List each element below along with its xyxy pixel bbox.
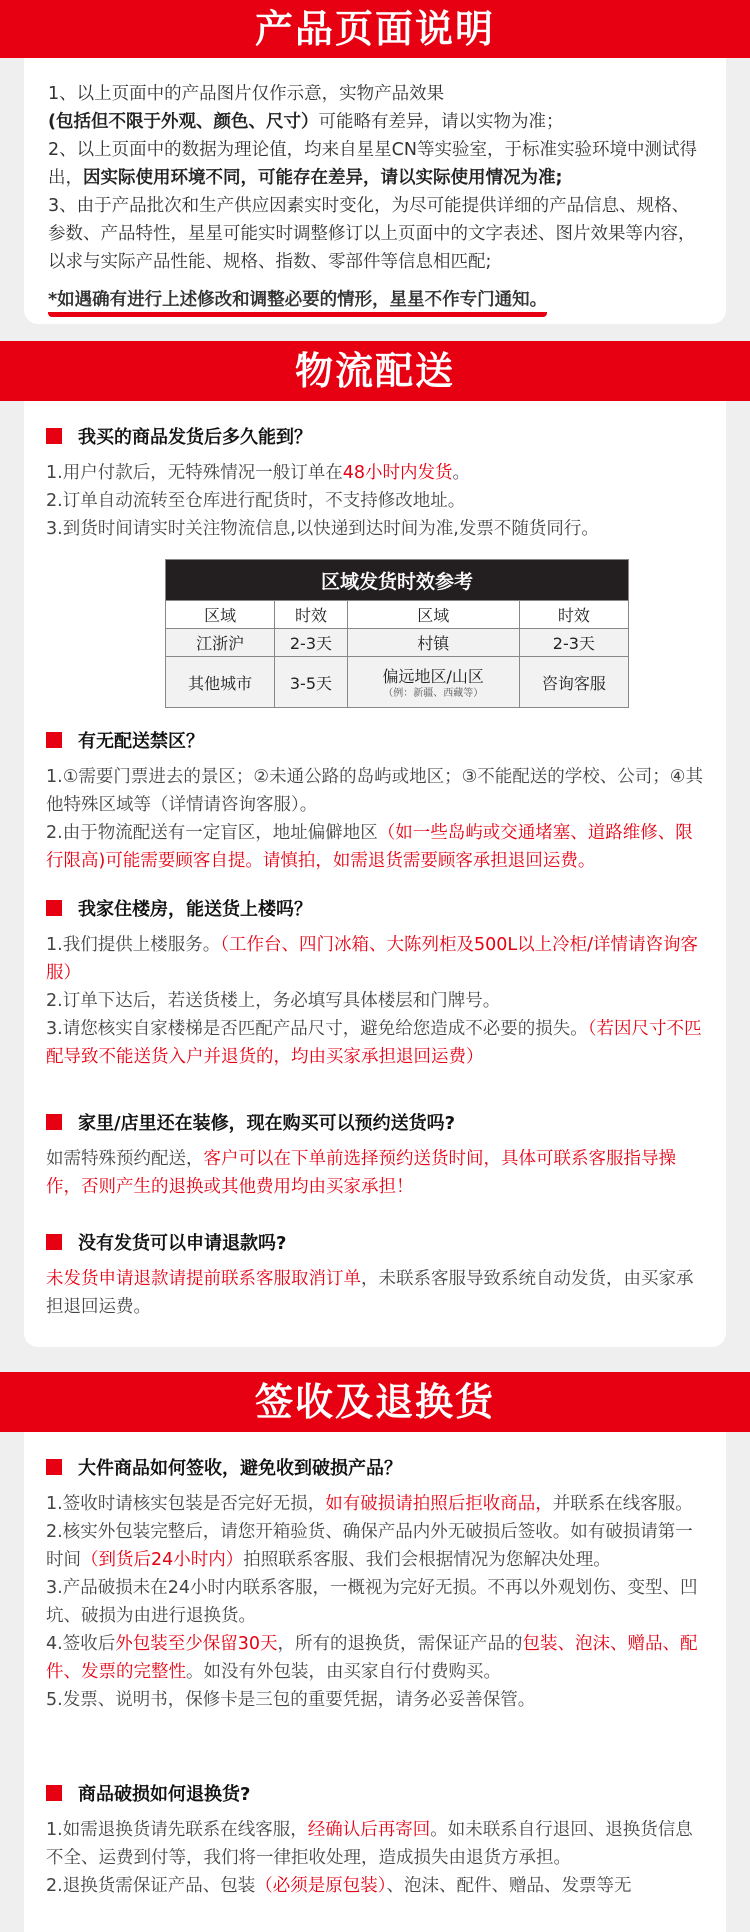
faq-answer-line: 2.订单下达后，若送货楼上，务必填写具体楼层和门牌号。 [46, 991, 501, 1011]
notice-paragraph-2 [48, 136, 706, 192]
faq-answer-line [46, 1872, 706, 1900]
faq-answer-line: 3.产品破损未在24小时内联系客服，一概视为完好无损。不再以外观划伤、变型、凹坑、破损为由进行退换货。 [46, 1578, 698, 1626]
answer-highlight: （必须是原包装） [255, 1876, 387, 1896]
faq-answer-line: 2.订单自动流转至仓库进行配货时，不支持修改地址。 [46, 491, 466, 511]
answer-text: ，未联系客服导致系统自动发货，由买家承担退回运费。 [46, 1269, 694, 1317]
answer-text: 4.签收后 [46, 1634, 116, 1654]
faq-item [46, 423, 706, 543]
section-banner-logistics [0, 341, 750, 401]
red-square-icon [46, 1459, 62, 1475]
faq-answer-line [46, 1518, 706, 1574]
answer-highlight: （如一些岛屿或交通堵塞、道路维修、限行限高)可能需要顾客自提。请慎拍，如需退货需要顾客承担退回运费。 [46, 823, 693, 871]
faq-question-text: 我买的商品发货后多久能到？ [78, 427, 312, 448]
section-title: 物流配送 [294, 349, 455, 393]
table-cell: 2-3天 [275, 629, 347, 657]
faq-question [46, 895, 706, 921]
delivery-time-table-wrap [24, 559, 726, 719]
notice-paragraph-1 [48, 80, 706, 136]
notice-paragraph-3: 3、由于产品批次和生产供应因素实时变化，为尽可能提供详细的产品信息、规格、参数、产品特性，星星可能实时调整修订以上页面中的文字表述、图片效果等内容，以求与实际产品性能、规格、指数、零部件等信息相匹配; [48, 196, 696, 272]
answer-text: 1.我们提供上楼服务。 [46, 935, 221, 955]
answer-text: 。如没有外包装，由买家自行付费购买。 [186, 1662, 501, 1682]
faq-answer-line [46, 1145, 706, 1201]
answer-highlight: （工作台、四门冰箱、大陈列柜及500L以上冷柜/详情请咨询客服） [46, 935, 698, 983]
answer-text: 。 [452, 463, 470, 483]
red-square-icon [46, 732, 62, 748]
answer-highlight: （到货后24小时内） [81, 1550, 244, 1570]
notice-text: 1、以上页面中的产品图片仅作示意，实物产品效果 [48, 84, 445, 104]
faq-item [46, 1229, 706, 1321]
returns-card [24, 1432, 726, 1932]
faq-question-text: 有无配送禁区？ [78, 731, 204, 752]
faq-question [46, 1229, 706, 1255]
product-notice-card [24, 58, 726, 324]
answer-highlight: 经确认后再寄回 [307, 1820, 431, 1840]
faq-question-text: 大件商品如何签收，避免收到破损产品？ [78, 1458, 402, 1479]
section-banner-returns [0, 1372, 750, 1432]
answer-text: 如需特殊预约配送， [46, 1149, 204, 1169]
answer-text: 2.核实外包装完整后，请您开箱验货、确保产品内外无破损后签收。如有破损请第一时间 [46, 1522, 693, 1570]
answer-text: 2.退换货需保证产品、包装 [46, 1876, 256, 1896]
section-title: 签收及退换货 [254, 1380, 495, 1424]
answer-text: 并联系在线客服。 [552, 1494, 693, 1514]
notice-text: 2、以上页面中的数据为理论值，均来自星星CN等实验室，于标准实验环境中测试得出， [48, 140, 697, 188]
table-header-cell: 时效 [275, 601, 347, 629]
faq-item [46, 1109, 706, 1201]
red-square-icon [46, 1114, 62, 1130]
answer-highlight: 48小时内发货 [342, 463, 453, 483]
notice-text: 可能略有差异，请以实物为准； [318, 112, 564, 132]
faq-question-text: 家里/店里还在装修，现在购买可以预约送货吗? [78, 1113, 456, 1134]
logistics-card [24, 401, 726, 1347]
red-square-icon [46, 1785, 62, 1801]
faq-question [46, 1109, 706, 1135]
delivery-time-table [165, 559, 629, 708]
answer-text: 、泡沫、配件、赠品、发票等无 [386, 1876, 632, 1896]
notice-paragraph-4 [48, 286, 706, 317]
faq-question [46, 1780, 706, 1806]
table-cell [347, 657, 519, 708]
answer-text: 拍照联系客服、我们会根据情况为您解决处理。 [243, 1550, 611, 1570]
answer-highlight: 未发货申请退款请提前联系客服取消订单 [46, 1269, 361, 1289]
table-row [166, 629, 629, 657]
faq-answer-line [46, 1265, 706, 1321]
faq-answer-line: 5.发票、说明书，保修卡是三包的重要凭据，请务必妥善保管。 [46, 1690, 536, 1710]
faq-question-text: 商品破损如何退换货? [78, 1784, 251, 1805]
faq-answer-line: 1.①需要门票进去的景区；②未通公路的岛屿或地区；③不能配送的学校、公司；④其他特殊区域等（详情请咨询客服）。 [46, 767, 703, 815]
faq-question-text: 我家住楼房，能送货上楼吗？ [78, 899, 312, 920]
table-cell-text: 偏远地区/山区 [382, 667, 484, 686]
answer-text: 3.请您核实自家楼梯是否匹配产品尺寸，避免给您造成不必要的损失。 [46, 1019, 588, 1039]
answer-highlight: （若因尺寸不匹配导致不能送货入户并退货的，均由买家承担退回运费） [46, 1019, 702, 1067]
faq-answer-line [46, 819, 706, 875]
table-cell: 村镇 [347, 629, 519, 657]
table-cell: 江浙沪 [166, 629, 275, 657]
answer-highlight: 包装、泡沫、赠品、配件、发票的完整性 [46, 1634, 698, 1682]
answer-text: 1.用户付款后，无特殊情况一般订单在 [46, 463, 343, 483]
table-header-cell: 区域 [166, 601, 275, 629]
answer-highlight: 客户可以在下单前选择预约送货时间，具体可联系客服指导操作，否则产生的退换或其他费用均由买家承担！ [46, 1149, 676, 1197]
notice-bold-text: 因实际使用环境不同，可能存在差异，请以实际使用情况为准; [83, 168, 563, 188]
section-banner-product-notice [0, 0, 750, 58]
faq-question [46, 1454, 706, 1480]
faq-question [46, 727, 706, 753]
red-square-icon [46, 900, 62, 916]
faq-item [46, 895, 706, 1071]
red-square-icon [46, 1234, 62, 1250]
table-header-cell: 时效 [519, 601, 628, 629]
faq-answer-line [46, 1015, 706, 1071]
table-cell: 2-3天 [519, 629, 628, 657]
faq-question-text: 没有发货可以申请退款吗? [78, 1233, 287, 1254]
table-header-row [166, 601, 629, 629]
answer-text: 2.由于物流配送有一定盲区，地址偏僻地区 [46, 823, 378, 843]
notice-bold-text: (包括但不限于外观、颜色、尺寸） [48, 112, 319, 132]
red-square-icon [46, 428, 62, 444]
answer-text: 1.如需退换货请先联系在线客服， [46, 1820, 308, 1840]
faq-item [46, 727, 706, 875]
table-cell: 咨询客服 [519, 657, 628, 708]
faq-item [46, 1780, 706, 1900]
faq-question [46, 423, 706, 449]
answer-text: 。如未联系自行退回、退换货信息不全、运费到付等，我们将一律拒收处理，造成损失由退货方承担。 [46, 1820, 693, 1868]
answer-text: ，所有的退换货，需保证产品的 [277, 1634, 523, 1654]
faq-item [46, 1454, 706, 1714]
faq-answer-line [46, 1630, 706, 1686]
faq-answer-line [46, 1490, 706, 1518]
faq-answer-line [46, 459, 706, 487]
answer-text: 1.签收时请核实包装是否完好无损， [46, 1494, 326, 1514]
table-title: 区域发货时效参考 [166, 560, 629, 601]
faq-answer-line [46, 931, 706, 987]
notice-highlight-text: *如遇确有进行上述修改和调整必要的情形，星星不作专门通知。 [48, 288, 547, 317]
table-cell-note: （例：新疆、西藏等） [383, 688, 484, 699]
faq-answer-line: 3.到货时间请实时关注物流信息,以快递到达时间为准,发票不随货同行。 [46, 519, 599, 539]
table-cell: 3-5天 [275, 657, 347, 708]
answer-highlight: 如有破损请拍照后拒收商品， [325, 1494, 553, 1514]
table-row [166, 657, 629, 708]
faq-answer-line [46, 1816, 706, 1872]
answer-highlight: 外包装至少保留30天 [115, 1634, 278, 1654]
table-header-cell: 区域 [347, 601, 519, 629]
table-cell: 其他城市 [166, 657, 275, 708]
section-title: 产品页面说明 [254, 7, 495, 51]
